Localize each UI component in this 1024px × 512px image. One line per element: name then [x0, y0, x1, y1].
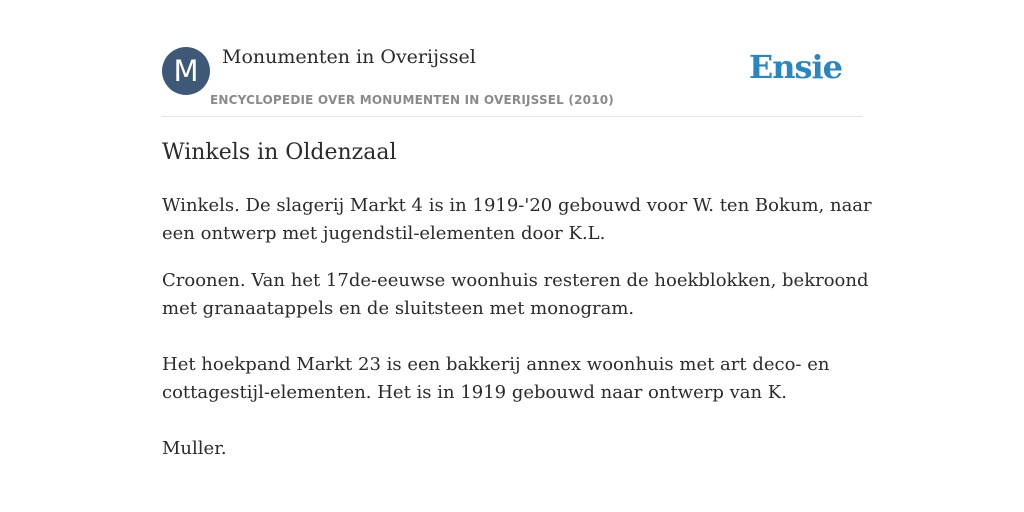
source-header: [162, 0, 862, 117]
article-paragraph-2: Croonen. Van het 17de-eeuwse woonhuis resteren de hoekblokken, bekroond met granaatappels en de sluitsteen met monogram.: [162, 270, 869, 319]
article-paragraph-3: Het hoekpand Markt 23 is een bakkerij annex woonhuis met art deco- en cottagestijl-elementen. Het is in 1919 gebouwd naar ontwerp van K.: [162, 354, 830, 403]
source-title-link[interactable]: Monumenten in Overijssel: [222, 46, 476, 68]
article-paragraph-1: Winkels. De slagerij Markt 4 is in 1919-'20 gebouwd voor W. ten Bokum, naar een ontwerp met jugendstil-elementen door K.L.: [162, 195, 872, 244]
article-title: Winkels in Oldenzaal: [162, 140, 397, 165]
article-card: [162, 0, 872, 512]
source-subtitle: ENCYCLOPEDIE OVER MONUMENTEN IN OVERIJSSEL (2010): [210, 93, 614, 107]
article-paragraph-4: Muller.: [162, 438, 227, 459]
source-avatar[interactable]: M: [162, 47, 210, 95]
ensie-logo[interactable]: Ensie: [748, 48, 842, 86]
